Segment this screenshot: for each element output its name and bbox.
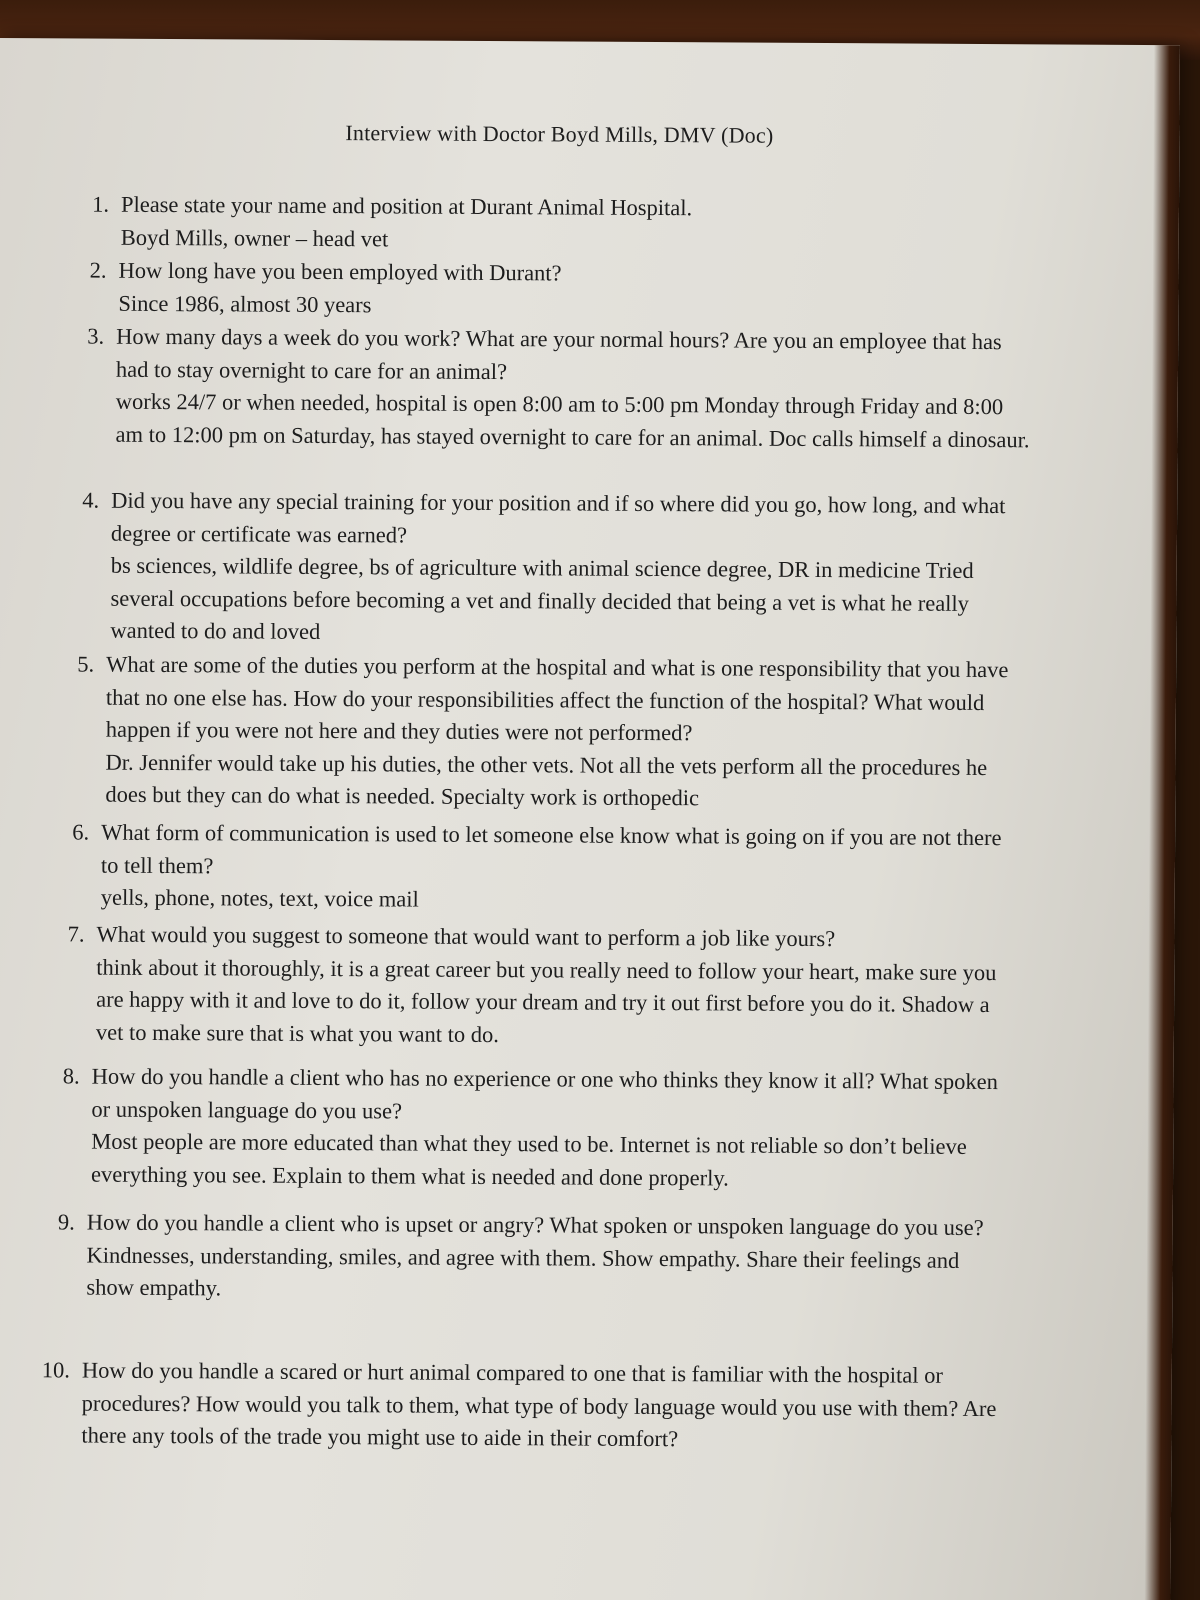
item-body (110, 485, 1031, 653)
item-body (115, 321, 1036, 457)
item-number: 8. (62, 1063, 80, 1089)
question-text: Did you have any special training for your position and if so where did you go, how long, and what degree or certificate was earned? (110, 487, 1006, 547)
list-item (45, 918, 1005, 1047)
question-text: How long have you been employed with Durant? (118, 257, 562, 286)
answer-text: think about it thoroughly, it is a great career but you really need to follow your heart, make sure you are happy with it and love to do it, follow your dream and try it out first before you do it. Shadow a vet to make sure that is what you want to do. (95, 954, 997, 1047)
answer-text: Kindnesses, understanding, smiles, and agree with them. Show empathy. Share their feelings and show empathy. (86, 1242, 960, 1301)
question-text: How many days a week do you work? What are your normal hours? Are you an employee that has had to stay overnight to care for an animal? (115, 323, 1002, 384)
item-body (105, 649, 1026, 817)
question-text: What are some of the duties you perform at the hospital and what is one responsibility that you have that no one else has. How do your responsibilities affect the function of the hospital? What would happen if you were not here and they duties were not performed? (105, 651, 1009, 746)
list-item (49, 816, 1009, 912)
page-shadow-edge (1144, 45, 1180, 1600)
item-number: 9. (57, 1209, 75, 1235)
question-text: How do you handle a scared or hurt animal compared to one that is familiar with the hospital or procedures? How would you talk to them, what type of body language would you use with them? Are there any tools of the trade you might use to aide in their comfort? (81, 1357, 997, 1452)
item-body (81, 1355, 1002, 1458)
answer-text: Most people are more educated than what they used to be. Internet is not reliable so don’t believe everything you see. Explain to them what is needed and done properly. (90, 1128, 967, 1190)
answer-text: bs sciences, wildlife degree, bs of agriculture with animal science degree, DR in medicine Tried several occupations before becoming a vet and finally decided that being a vet is what he really wanted to do and loved (110, 552, 974, 644)
list-item (30, 1354, 997, 1452)
answer-text: yells, phone, notes, text, voice mail (100, 884, 419, 912)
item-body (91, 1061, 1012, 1197)
item-number: 1. (92, 191, 110, 217)
question-text: How do you handle a client who has no experience or one who thinks they know it all? What spoken or unspoken language do you use? (91, 1063, 998, 1123)
list-item (40, 1060, 1000, 1190)
question-text: Please state your name and position at Durant Animal Hospital. (120, 191, 693, 221)
question-text: What form of communication is used to let someone else know what is going on if you are not there to tell them? (100, 819, 1002, 878)
item-number: 2. (89, 257, 107, 283)
answer-text: Dr. Jennifer would take up his duties, the other vets. Not all the vets perform all the procedures he does but they can do what is needed. Specialty work is orthopedic (105, 749, 988, 811)
list-item (59, 484, 1019, 644)
document-title: Interview with Doctor Boyd Mills, DMV (Doc) (345, 120, 774, 148)
answer-text: works 24/7 or when needed, hospital is open 8:00 am to 5:00 pm Monday through Friday and 8:00 am to 12:00 pm on Saturday, has stayed overnight to care for an animal. Doc calls himself a dinosaur. (115, 388, 1030, 452)
item-number: 3. (87, 323, 105, 349)
item-body (86, 1207, 1007, 1310)
item-body (118, 255, 1038, 326)
question-text: What would you suggest to someone that would want to perform a job like yours? (96, 921, 836, 952)
item-body (96, 919, 1017, 1055)
item-number: 6. (72, 819, 90, 845)
answer-text: Boyd Mills, owner – head vet (120, 224, 389, 251)
answer-text: Since 1986, almost 30 years (118, 290, 372, 317)
item-number: 5. (77, 651, 95, 677)
item-number: 10. (41, 1357, 70, 1383)
item-body (121, 189, 1041, 260)
question-text: How do you handle a client who is upset or angry? What spoken or unspoken language do you use? (86, 1209, 984, 1241)
list-item (69, 188, 1029, 251)
document-page (0, 38, 1180, 1600)
item-number: 4. (82, 487, 100, 513)
item-body (101, 817, 1022, 920)
list-item (35, 1206, 995, 1301)
item-number: 7. (67, 921, 85, 947)
